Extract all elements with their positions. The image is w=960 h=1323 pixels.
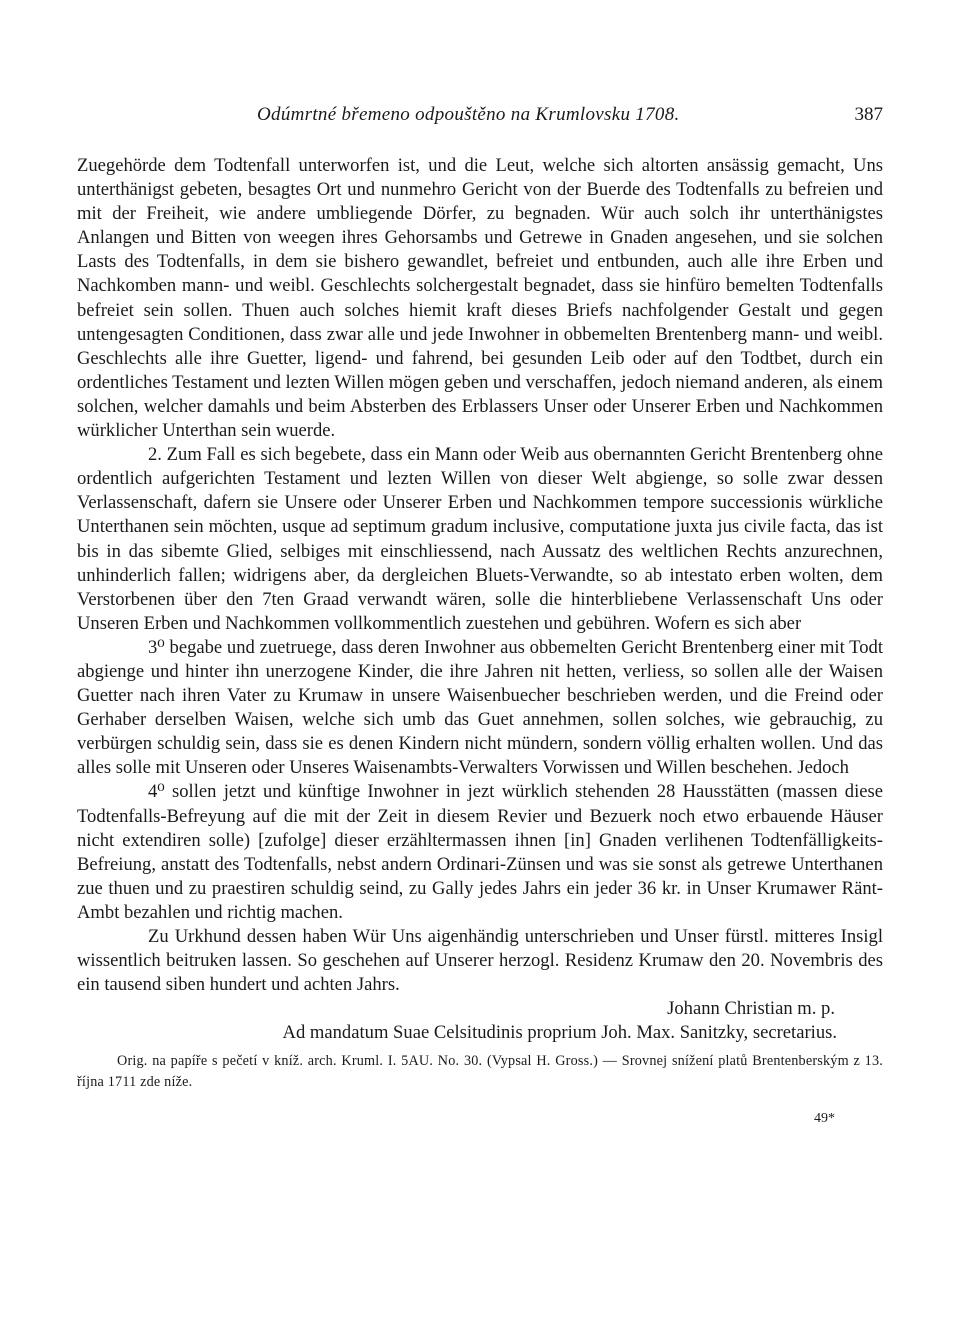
body-paragraph-2: 2. Zum Fall es sich begebete, dass ein Mann oder Weib aus obernannten Gericht Brentenberg ohne ordentlich aufgerichten Testament und lezten Willen von dieser Welt abgienge, so solle zwar dessen Verlassenschaft, dafern sie Unsere oder Unserer Erben und Nachkommen tempore successionis würkliche Unterthanen sein möchten, usque ad septimum gradum inclusive, computatione juxta jus civile facta, das ist bis in das sibemte Glied, selbiges mit einschliessend, nach Aussatz des weltlichen Rechts anzurechnen, unhinderlich fallen; widrigens aber, da dergleichen Bluets-Verwandte, so ab intestato erben wolten, dem Verstorbenen über den 7ten Graad verwandt wären, solle die hinterbliebene Verlassenschaft Uns oder Unseren Erben und Nachkommen vollkommentlich zuestehen und gebühren. Wofern es sich aber	[77, 444, 883, 634]
body-paragraph-1: Zuegehörde dem Todtenfall unterworfen ist, und die Leut, welche sich altorten ansässig gemacht, Uns unterthänigst gebeten, besagtes Ort und nunmehro Gericht von der Buerde des Todtenfalls zu befreien und mit der Freiheit, wie andere umbliegende Dörfer, zu begnaden. Wür auch solch ihr unterthänigstes Anlangen und Bitten von weegen ihres Gehorsambs und Getrewe in Gnaden angesehen, und sie solchen Lasts des Todtenfalls, in dem sie bishero gewandlet, befreiet und entbunden, auch alle ihre Erben und Nachkomben mann- und weibl. Geschlechts solchergestalt begnadet, dass sie hinfüro bemelten Todtenfalls befreiet sein sollen. Thuen auch solches hiemit kraft dieses Briefs nachfolgender Gestalt und gegen untengesagten Conditionen, dass zwar alle und jede Inwohner in obbemelten Brentenberg mann- und weibl. Geschlechts alle ihre Guetter, ligend- und fahrend, bei gesunden Leib oder auf den Todtbet, durch ein ordentliches Testament und lezten Willen mögen geben und verschaffen, jedoch niemand anderen, als einem solchen, welcher damahls und beim Absterben des Erblassers Unser oder Unserer Erben und Nachkommen würklicher Unterthan sein wuerde.	[77, 155, 883, 442]
document-body	[77, 154, 883, 1045]
body-paragraph-4: 4⁰ sollen jetzt und künftige Inwohner in jezt würklich stehenden 28 Hausstätten (massen diese Todtenfalls-Befreyung auf die mit der Zeit in diesem Revier und Bezuerk noch etwo erbauende Häuser nicht extendiren solle) [zufolge] dieser erzähltermassen ihnen [in] Gnaden verlihenen Todtenfälligkeits-Befreiung, anstatt des Todtenfalls, nebst andern Ordinari-Zünsen und was sie sonst als getrewe Unterthanen zue thuen und zu praestiren schuldig seind, zu Gally jedes Jahrs ein jeder 36 kr. in Unser Krumawer Ränt-Ambt bezahlen und richtig machen.	[77, 781, 883, 923]
footnote: Orig. na papíře s pečetí v kníž. arch. Kruml. I. 5AU. No. 30. (Vypsal H. Gross.) — Srovnej snížení platů Brentenberským z 13. října 1711 zde níže.	[77, 1053, 883, 1091]
signature-line: Johann Christian m. p.	[667, 998, 835, 1020]
document-page	[77, 102, 883, 1127]
page-number: 387	[854, 104, 883, 125]
page-header	[77, 102, 883, 132]
running-title: Odúmrtné břemeno odpouštěno na Krumlovsku 1708.	[257, 104, 680, 125]
sheet-signature: 49*	[814, 1111, 835, 1127]
body-paragraph-5: Zu Urkhund dessen haben Wür Uns aigenhändig unterschrieben und Unser fürstl. mitteres Insigl wissentlich beitruken lassen. So geschehen auf Unserer herzogl. Residenz Krumaw den 20. Novembris des ein tausend siben hundert und achten Jahrs.	[77, 926, 883, 996]
mandate-line: Ad mandatum Suae Celsitudinis proprium Joh. Max. Sanitzky, secretarius.	[282, 1022, 837, 1044]
body-paragraph-3: 3⁰ begabe und zuetruege, dass deren Inwohner aus obbemelten Gericht Brentenberg einer mit Todt abgienge und hinter ihn unerzogene Kinder, die ihre Jahren nit hetten, verliess, so sollen alle der Waisen Guetter nach ihren Vater zu Krumaw in unsere Waisenbuecher beschrieben werden, und die Freind oder Gerhaber derselben Waisen, welche sich umb das Guet annehmen, sollen solches, wie gebrauchig, zu verbürgen schuldig sein, dass sie es denen Kindern nicht mündern, sondern völlig erhalten wollen. Und das alles solle mit Unseren oder Unseres Waisenambts-Verwalters Vorwissen und Willen beschehen. Jedoch	[77, 636, 883, 779]
